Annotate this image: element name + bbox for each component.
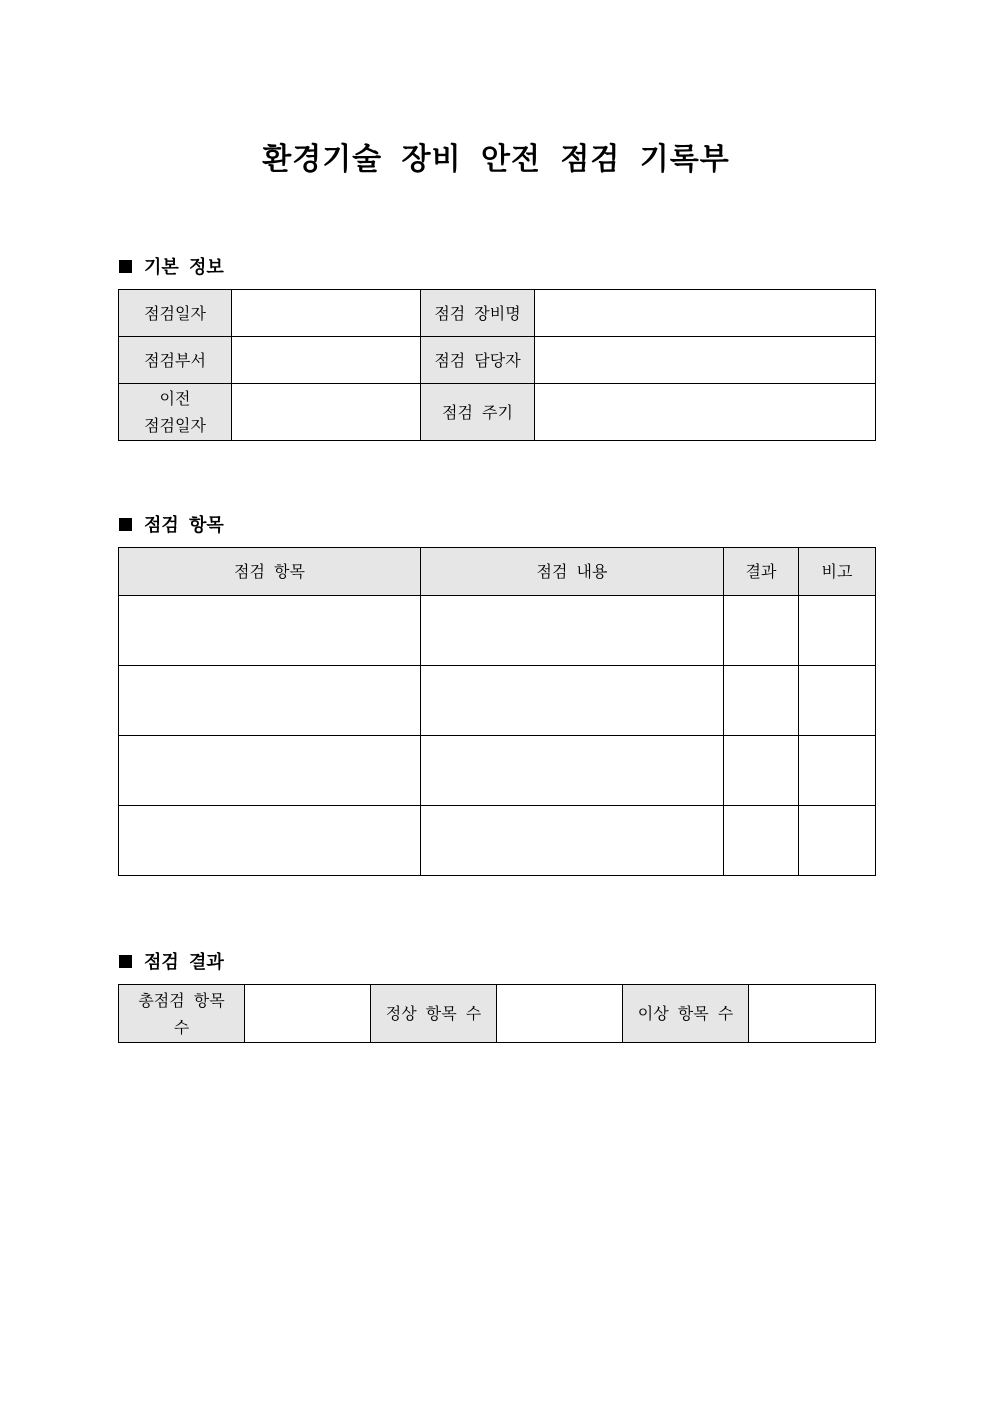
- table-row: [119, 806, 876, 876]
- basic-info-table: [118, 289, 876, 441]
- total-items-field[interactable]: [245, 985, 371, 1043]
- table-row: [119, 337, 876, 384]
- section-heading-check-result: [119, 948, 224, 974]
- section-heading-check-items: [119, 511, 224, 537]
- section-label: 점검 결과: [144, 952, 224, 973]
- item-cell[interactable]: [119, 736, 421, 806]
- note-cell[interactable]: [799, 596, 876, 666]
- content-cell[interactable]: [421, 596, 724, 666]
- normal-items-label: 정상 항목 수: [371, 985, 497, 1043]
- result-cell[interactable]: [724, 596, 799, 666]
- previous-date-label: [119, 384, 232, 441]
- previous-date-label-line2: 점검일자: [144, 416, 206, 435]
- inspection-date-field[interactable]: [232, 290, 421, 337]
- department-label: 점검부서: [119, 337, 232, 384]
- inspection-date-label: 점검일자: [119, 290, 232, 337]
- table-row: [119, 290, 876, 337]
- square-bullet-icon: [119, 955, 132, 968]
- abnormal-items-field[interactable]: [749, 985, 876, 1043]
- table-row: [119, 985, 876, 1043]
- square-bullet-icon: [119, 518, 132, 531]
- result-cell[interactable]: [724, 806, 799, 876]
- column-header-note: 비고: [799, 548, 876, 596]
- check-items-table: [118, 547, 876, 876]
- previous-date-label-line1: 이전: [159, 389, 191, 408]
- section-label: 기본 정보: [144, 257, 224, 278]
- department-field[interactable]: [232, 337, 421, 384]
- abnormal-items-label: 이상 항목 수: [623, 985, 749, 1043]
- equipment-name-field[interactable]: [535, 290, 876, 337]
- content-cell[interactable]: [421, 806, 724, 876]
- table-header-row: [119, 548, 876, 596]
- inspector-field[interactable]: [535, 337, 876, 384]
- result-cell[interactable]: [724, 736, 799, 806]
- check-result-table: [118, 984, 876, 1043]
- item-cell[interactable]: [119, 596, 421, 666]
- inspector-label: 점검 담당자: [421, 337, 535, 384]
- item-cell[interactable]: [119, 666, 421, 736]
- table-row: [119, 736, 876, 806]
- item-cell[interactable]: [119, 806, 421, 876]
- table-row: [119, 666, 876, 736]
- note-cell[interactable]: [799, 806, 876, 876]
- square-bullet-icon: [119, 260, 132, 273]
- previous-date-field[interactable]: [232, 384, 421, 441]
- note-cell[interactable]: [799, 736, 876, 806]
- normal-items-field[interactable]: [497, 985, 623, 1043]
- total-items-label-line2: 수: [173, 1017, 190, 1037]
- table-row: [119, 384, 876, 441]
- column-header-result: 결과: [724, 548, 799, 596]
- section-heading-basic-info: [119, 253, 224, 279]
- equipment-name-label: 점검 장비명: [421, 290, 535, 337]
- cycle-field[interactable]: [535, 384, 876, 441]
- content-cell[interactable]: [421, 666, 724, 736]
- total-items-label: [119, 985, 245, 1043]
- content-cell[interactable]: [421, 736, 724, 806]
- result-cell[interactable]: [724, 666, 799, 736]
- note-cell[interactable]: [799, 666, 876, 736]
- table-row: [119, 596, 876, 666]
- page-title: 환경기술 장비 안전 점검 기록부: [262, 142, 730, 177]
- column-header-item: 점검 항목: [119, 548, 421, 596]
- total-items-label-line1: 총점검 항목: [138, 990, 225, 1010]
- column-header-content: 점검 내용: [421, 548, 724, 596]
- section-label: 점검 항목: [144, 515, 224, 536]
- cycle-label: 점검 주기: [421, 384, 535, 441]
